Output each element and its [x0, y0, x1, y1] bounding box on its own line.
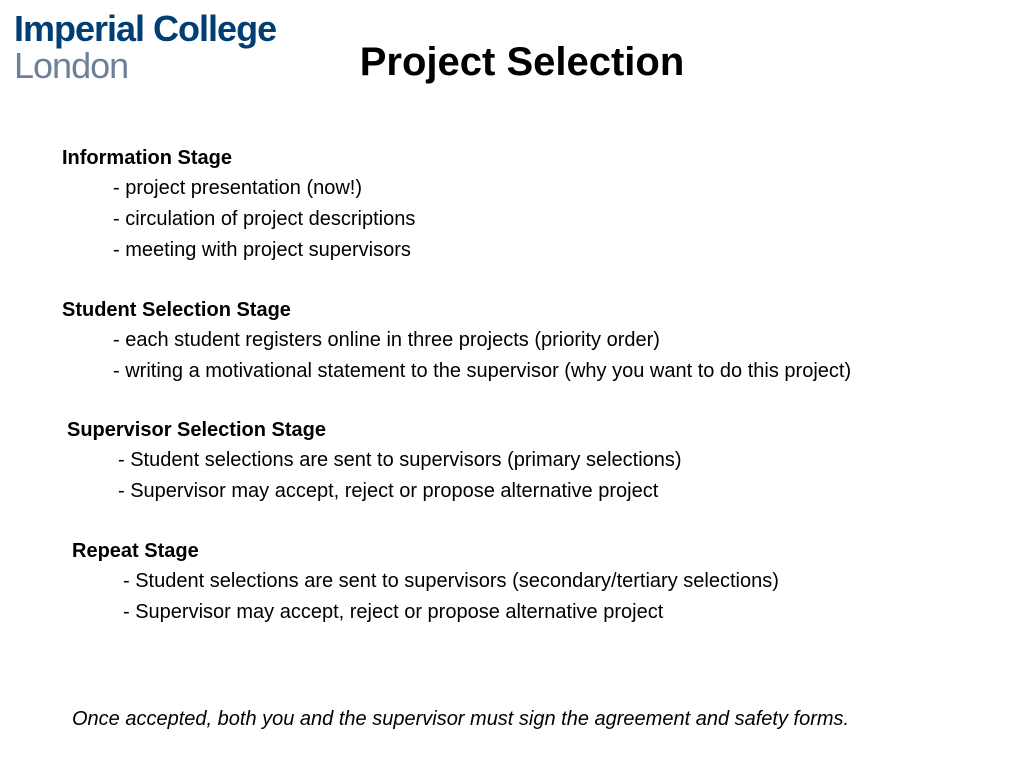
section-item: - writing a motivational statement to the supervisor (why you want to do this project) — [113, 360, 852, 382]
section-item: - Student selections are sent to supervisors (primary selections) — [118, 449, 682, 471]
section-item: - Student selections are sent to supervisors (secondary/tertiary selections) — [123, 570, 779, 592]
section-supervisor-selection-stage — [67, 415, 682, 507]
section-repeat-stage — [72, 536, 779, 628]
section-information-stage — [62, 143, 415, 266]
slide-title: Project Selection — [359, 40, 685, 84]
section-item: - each student registers online in three projects (priority order) — [113, 329, 660, 351]
logo-line-1: Imperial College — [14, 8, 277, 49]
logo-line-2: London — [14, 45, 129, 86]
section-item: - project presentation (now!) — [113, 177, 363, 199]
section-item: - Supervisor may accept, reject or propose alternative project — [118, 480, 659, 502]
section-heading: Information Stage — [62, 147, 233, 169]
section-heading: Student Selection Stage — [62, 299, 291, 321]
section-student-selection-stage — [62, 295, 851, 387]
section-item: - meeting with project supervisors — [113, 239, 411, 261]
section-heading: Repeat Stage — [72, 540, 199, 562]
section-item: - circulation of project descriptions — [113, 208, 416, 230]
section-item: - Supervisor may accept, reject or propose alternative project — [123, 601, 664, 623]
closing-note: Once accepted, both you and the supervisor must sign the agreement and safety forms. — [72, 708, 850, 730]
section-heading: Supervisor Selection Stage — [67, 419, 326, 441]
